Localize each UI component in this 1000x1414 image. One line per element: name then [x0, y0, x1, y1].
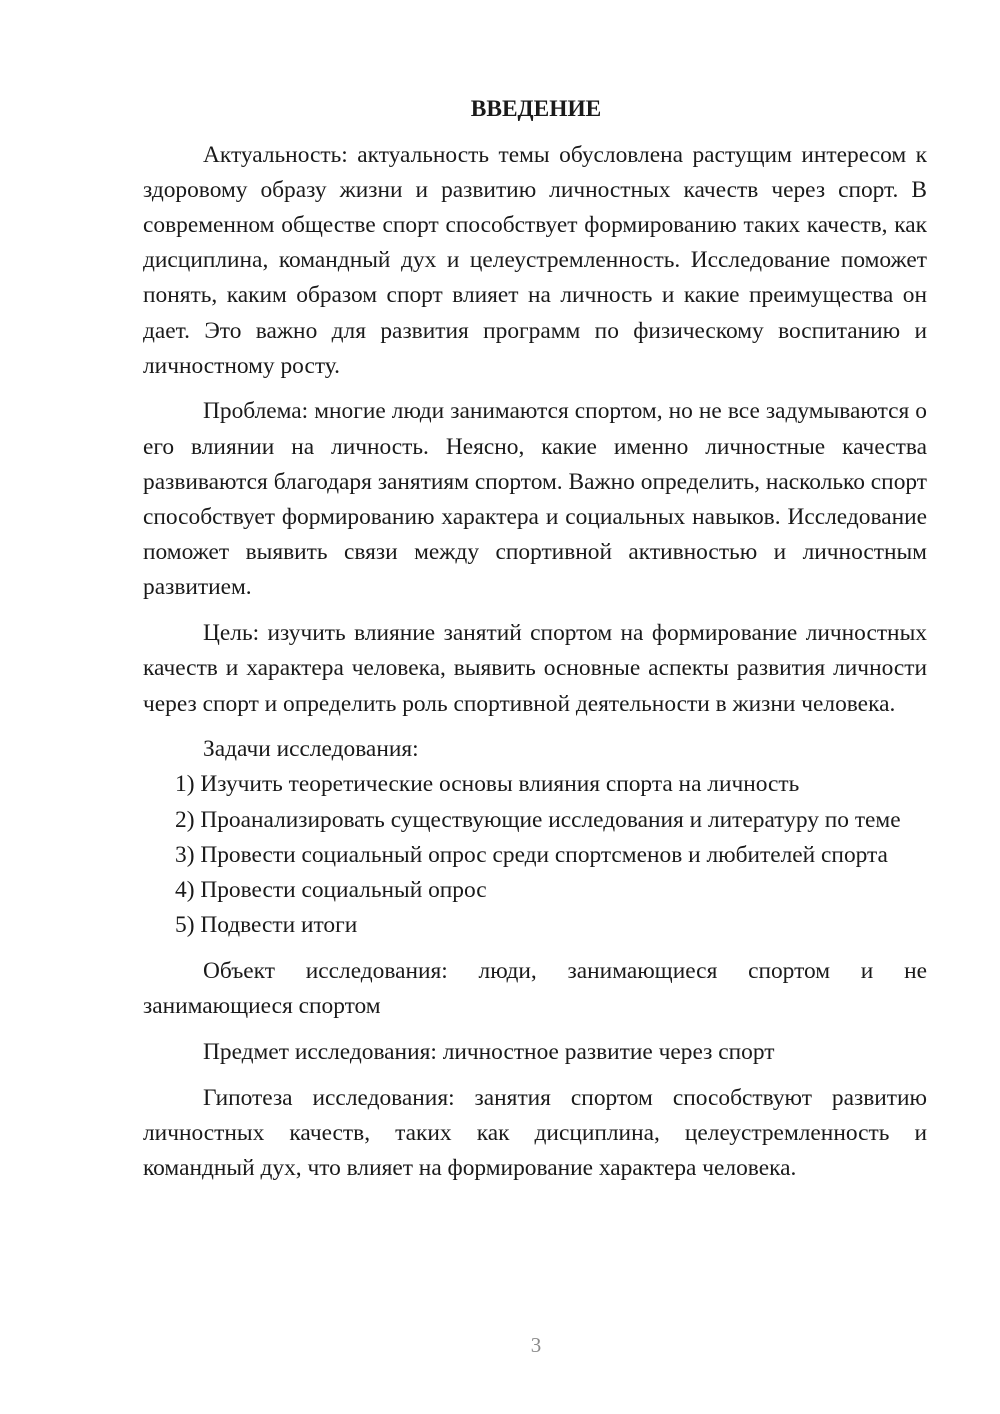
subject-paragraph: Предмет исследования: личностное развитие через спорт [203, 1038, 775, 1065]
page-number: 3 [530, 1333, 542, 1357]
list-item: 3) Провести социальный опрос среди спортсменов и любителей спорта [175, 841, 888, 868]
tasks-title: Задачи исследования: [203, 736, 419, 763]
page-content [143, 92, 927, 1186]
object-paragraph: Объект исследования: люди, занимающиеся спортом и не занимающиеся спортом [143, 957, 927, 1020]
goal-paragraph: Цель: изучить влияние занятий спортом на формирование личностных качеств и характера человека, выявить основные аспекты развития личности через спорт и определить роль спортивной деятельности в жизни человека. [143, 620, 927, 717]
list-item: 1) Изучить теоретические основы влияния спорта на личность [175, 771, 800, 798]
problem-paragraph: Проблема: многие люди занимаются спортом, но не все задумываются о его влиянии на личность. Неясно, какие именно личностные качества развиваются благодаря занятиям спортом. Важно определить, насколько спорт способствует формированию характера и социальных навыков. Исследование поможет выявить связи между спортивной активностью и личностным развитием. [143, 398, 927, 601]
section-heading: ВВЕДЕНИЕ [470, 96, 602, 122]
list-item: 5) Подвести итоги [175, 912, 358, 939]
relevance-paragraph: Актуальность: актуальность темы обусловлена растущим интересом к здоровому образу жизни и развитию личностных качеств через спорт. В современном обществе спорт способствует формированию таких качеств, как дисциплина, командный дух и целеустремленность. Исследование поможет понять, каким образом спорт влияет на личность и какие преимущества он дает. Это важно для развития программ по физическому воспитанию и личностному росту. [143, 141, 927, 379]
list-item: 4) Провести социальный опрос [175, 877, 487, 904]
hypothesis-paragraph: Гипотеза исследования: занятия спортом способствуют развитию личностных качеств, таких как дисциплина, целеустремленность и командный дух, что влияет на формирование характера человека. [143, 1084, 927, 1181]
list-item: 2) Проанализировать существующие исследования и литературу по теме [175, 806, 901, 833]
tasks-list [143, 767, 927, 943]
